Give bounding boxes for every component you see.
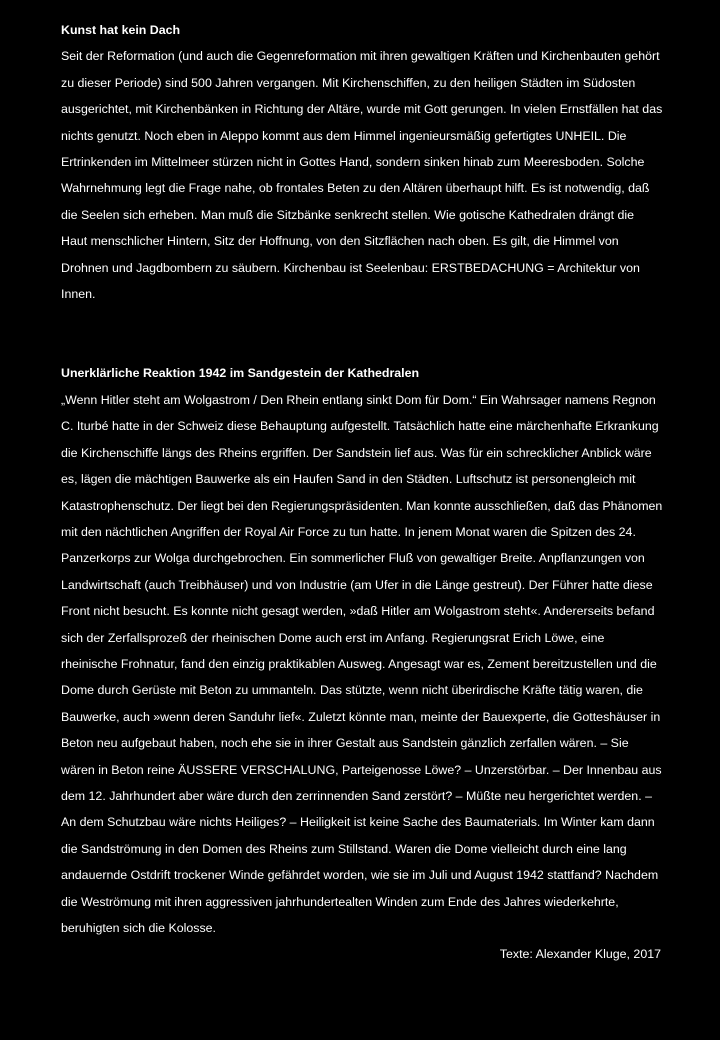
- section-spacer: [61, 307, 663, 360]
- section1-title: Kunst hat kein Dach: [61, 23, 181, 37]
- section2-title: Unerklärliche Reaktion 1942 im Sandgestein der Kathedralen: [61, 366, 420, 381]
- author-credit: Texte: Alexander Kluge, 2017: [499, 947, 661, 962]
- text-column: [61, 17, 663, 968]
- section1-body: Seit der Reformation (und auch die Gegenreformation mit ihren gewaltigen Kräften und Kirchenbauten gehört zu dieser Periode) sind 500 Jahren vergangen. Mit Kirchenschiffen, zu den heiligen Städten im Südosten ausgerichtet, mit Kirchenbänken in Richtung der Altäre, wurde mit Gott gerungen. In vielen Ernstfällen hat das nichts genutzt. Noch eben in Aleppo kommt aus dem Himmel ingenieursmäßig gefertigtes UNHEIL. Die Ertrinkenden im Mittelmeer stürzen nicht in Gottes Hand, sondern sinken hinab zum Meeresboden. Solche Wahrnehmung legt die Frage nahe, ob frontales Beten zu den Altären überhaupt hilft. Es ist notwendig, daß die Seelen sich erheben. Man muß die Sitzbänke senkrecht stellen. Wie gotische Kathedralen drängt die Haut menschlicher Hintern, Sitz der Hoffnung, von den Sitzflächen nach oben. Es gilt, die Himmel von Drohnen und Jagdbombern zu säubern. Kirchenbau ist Seelenbau: ERSTBEDACHUNG = Architektur von Innen.: [61, 49, 663, 302]
- section2-body: „Wenn Hitler steht am Wolgastrom / Den Rhein entlang sinkt Dom für Dom.“ Ein Wahrsager namens Regnon C. Iturbé hatte in der Schweiz diese Behauptung aufgestellt. Tatsächlich hatte eine märchenhafte Erkrankung die Kirchenschiffe längs des Rheins ergriffen. Der Sandstein lief aus. Was für ein schrecklicher Anblick wäre es, lägen die mächtigen Bauwerke als ein Haufen Sand in den Städten. Luftschutz ist personengleich mit Katastrophenschutz. Der liegt bei den Regierungspräsidenten. Man konnte ausschließen, daß das Phänomen mit den nächtlichen Angriffen der Royal Air Force zu tun hatte. In jenem Monat waren die Spitzen des 24. Panzerkorps zur Wolga durchgebrochen. Ein sommerlicher Fluß von gewaltiger Breite. Anpflanzungen von Landwirtschaft (auch Treibhäuser) und von Industrie (am Ufer in die Länge gestreut). Der Führer hatte diese Front nicht besucht. Es konnte nicht gesagt werden, »daß Hitler am Wolgastrom steht«. Andererseits befand sich der Zerfallsprozeß der rheinischen Dome auch erst im Anfang. Regierungsrat Erich Löwe, eine rheinische Frohnatur, fand den einzig praktikablen Ausweg. Angesagt war es, Zement bereitzustellen und die Dome durch Gerüste mit Beton zu ummanteln. Das stützte, wenn nicht überirdische Kräfte tätig waren, die Bauwerke, auch »wenn deren Sanduhr lief«. Zuletzt könnte man, meinte der Bauexperte, die Gotteshäuser in Beton neu aufgebaut haben, noch ehe sie in ihrer Gestalt aus Sandstein gänzlich zerfallen wären. – Sie wären in Beton reine ÄUSSERE VERSCHALUNG, Parteigenosse Löwe? – Unzerstörbar. – Der Innenbau aus dem 12. Jahrhundert aber wäre durch den zerrinnenden Sand zerstört? – Müßte neu hergerichtet werden. – An dem Schutzbau wäre nichts Heiliges? – Heiligkeit ist keine Sache des Baumaterials. Im Winter kam dann die Sandströmung in den Domen des Rheins zum Stillstand. Waren die Dome vielleicht durch eine lang andauernde Ostdrift trockener Winde gefährdet worden, wie sie im Juli und August 1942 stattfand? Nachdem die Weströmung mit ihren aggressiven jahrhundertealten Winden zum Ende des Jahres wiederkehrte, beruhigten sich die Kolosse.: [61, 392, 663, 935]
